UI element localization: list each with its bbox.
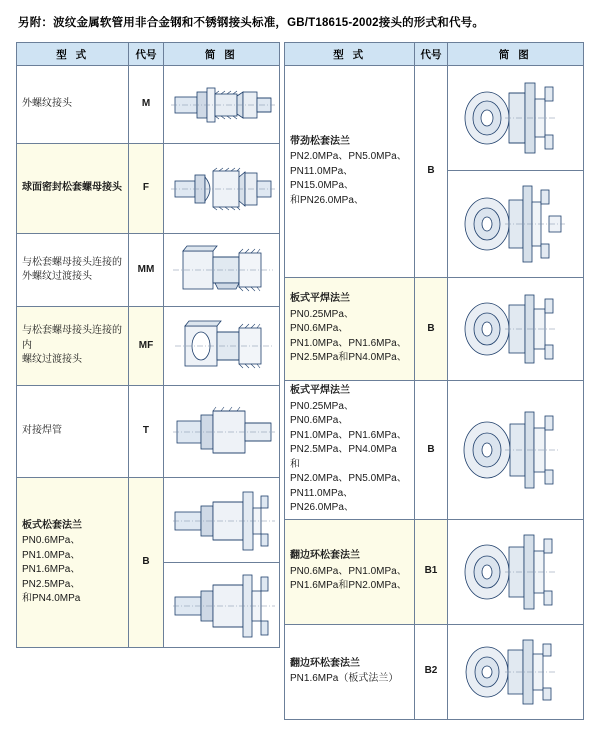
figure-cell bbox=[163, 307, 279, 386]
flange-drawing bbox=[453, 400, 583, 500]
left-spec-table bbox=[16, 42, 280, 648]
table-row bbox=[17, 66, 280, 144]
type-name-cell: 与松套螺母接头连接的 外螺纹过渡接头 bbox=[17, 234, 129, 307]
flange-drawing bbox=[453, 630, 583, 714]
code-cell: F bbox=[129, 144, 163, 234]
figure-cell bbox=[163, 478, 279, 563]
table-row bbox=[285, 381, 584, 520]
type-name-cell: 翻边环松套法兰 PN1.6MPa（板式法兰） bbox=[285, 624, 415, 719]
table-row bbox=[285, 624, 584, 719]
flange-drawing bbox=[453, 283, 583, 375]
type-name-cell: 板式松套法兰 PN0.6MPa、PN1.0MPa、 PN1.6MPa、PN2.5MPa、 和PN4.0MPa bbox=[17, 478, 129, 648]
figure-cell bbox=[447, 278, 583, 381]
figure-cell bbox=[163, 66, 279, 144]
pipe-fitting-drawing bbox=[169, 70, 279, 140]
pipe-fitting-drawing bbox=[169, 391, 279, 473]
column-header-figure: 简 图 bbox=[447, 43, 583, 66]
type-name-cell: 对接焊管 bbox=[17, 386, 129, 478]
pipe-fitting-drawing bbox=[169, 237, 279, 303]
figure-cell bbox=[163, 563, 279, 648]
code-cell: M bbox=[129, 66, 163, 144]
figure-cell bbox=[447, 66, 583, 171]
right-spec-table bbox=[284, 42, 584, 720]
column-header-code: 代号 bbox=[415, 43, 447, 66]
type-name-cell: 带劲松套法兰 PN2.0MPa、PN5.0MPa、 PN11.0MPa、PN15.0MPa、 和PN26.0MPa、 bbox=[285, 66, 415, 278]
figure-cell bbox=[447, 381, 583, 520]
column-header-type: 型 式 bbox=[285, 43, 415, 66]
code-cell: B bbox=[415, 278, 447, 381]
type-name-cell: 与松套螺母接头连接的内 螺纹过渡接头 bbox=[17, 307, 129, 386]
page-title: 另附：波纹金属软管用非合金钢和不锈钢接头标准，GB/T18615-2002接头的形式和代号。 bbox=[18, 17, 485, 29]
type-name-cell: 外螺纹接头 bbox=[17, 66, 129, 144]
table-row bbox=[17, 386, 280, 478]
table-row bbox=[285, 278, 584, 381]
code-cell: B2 bbox=[415, 624, 447, 719]
pipe-fitting-drawing bbox=[169, 149, 279, 229]
type-name-cell: 板式平焊法兰 PN0.25MPa、PN0.6MPa、 PN1.0MPa、PN1.6MPa、 PN2.5MPa和PN4.0MPa、 bbox=[285, 278, 415, 381]
flange-drawing bbox=[453, 176, 583, 272]
figure-cell bbox=[447, 171, 583, 278]
code-cell: MF bbox=[129, 307, 163, 386]
table-row bbox=[285, 519, 584, 624]
type-name-cell: 翻边环松套法兰 PN0.6MPa、PN1.0MPa、 PN1.6MPa和PN2.0MPa、 bbox=[285, 519, 415, 624]
table-row bbox=[17, 234, 280, 307]
tables-container bbox=[16, 42, 584, 720]
column-header-code: 代号 bbox=[129, 43, 163, 66]
table-row bbox=[17, 144, 280, 234]
code-cell: B bbox=[129, 478, 163, 648]
table-row bbox=[285, 66, 584, 171]
type-name-cell: 球面密封松套螺母接头 bbox=[17, 144, 129, 234]
flange-drawing bbox=[453, 71, 583, 165]
table-header-row bbox=[17, 43, 280, 66]
flange-drawing bbox=[169, 567, 279, 643]
code-cell: B1 bbox=[415, 519, 447, 624]
figure-cell bbox=[447, 519, 583, 624]
pipe-fitting-drawing bbox=[169, 310, 279, 382]
table-header-row bbox=[285, 43, 584, 66]
figure-cell bbox=[447, 624, 583, 719]
figure-cell bbox=[163, 234, 279, 307]
figure-cell bbox=[163, 386, 279, 478]
code-cell: T bbox=[129, 386, 163, 478]
table-row bbox=[17, 478, 280, 563]
flange-drawing bbox=[169, 482, 279, 558]
code-cell: MM bbox=[129, 234, 163, 307]
figure-cell bbox=[163, 144, 279, 234]
type-name-cell: 板式平焊法兰 PN0.25MPa、PN0.6MPa、 PN1.0MPa、PN1.6MPa、 PN2.5MPa、PN4.0MPa 和 PN2.0MPa、PN5.0MPa、 PN11.0MPa、PN26.0MPa、 bbox=[285, 381, 415, 520]
column-header-figure: 简 图 bbox=[163, 43, 279, 66]
code-cell: B bbox=[415, 381, 447, 520]
flange-drawing bbox=[453, 525, 583, 619]
column-header-type: 型 式 bbox=[17, 43, 129, 66]
table-row bbox=[17, 307, 280, 386]
code-cell: B bbox=[415, 66, 447, 278]
